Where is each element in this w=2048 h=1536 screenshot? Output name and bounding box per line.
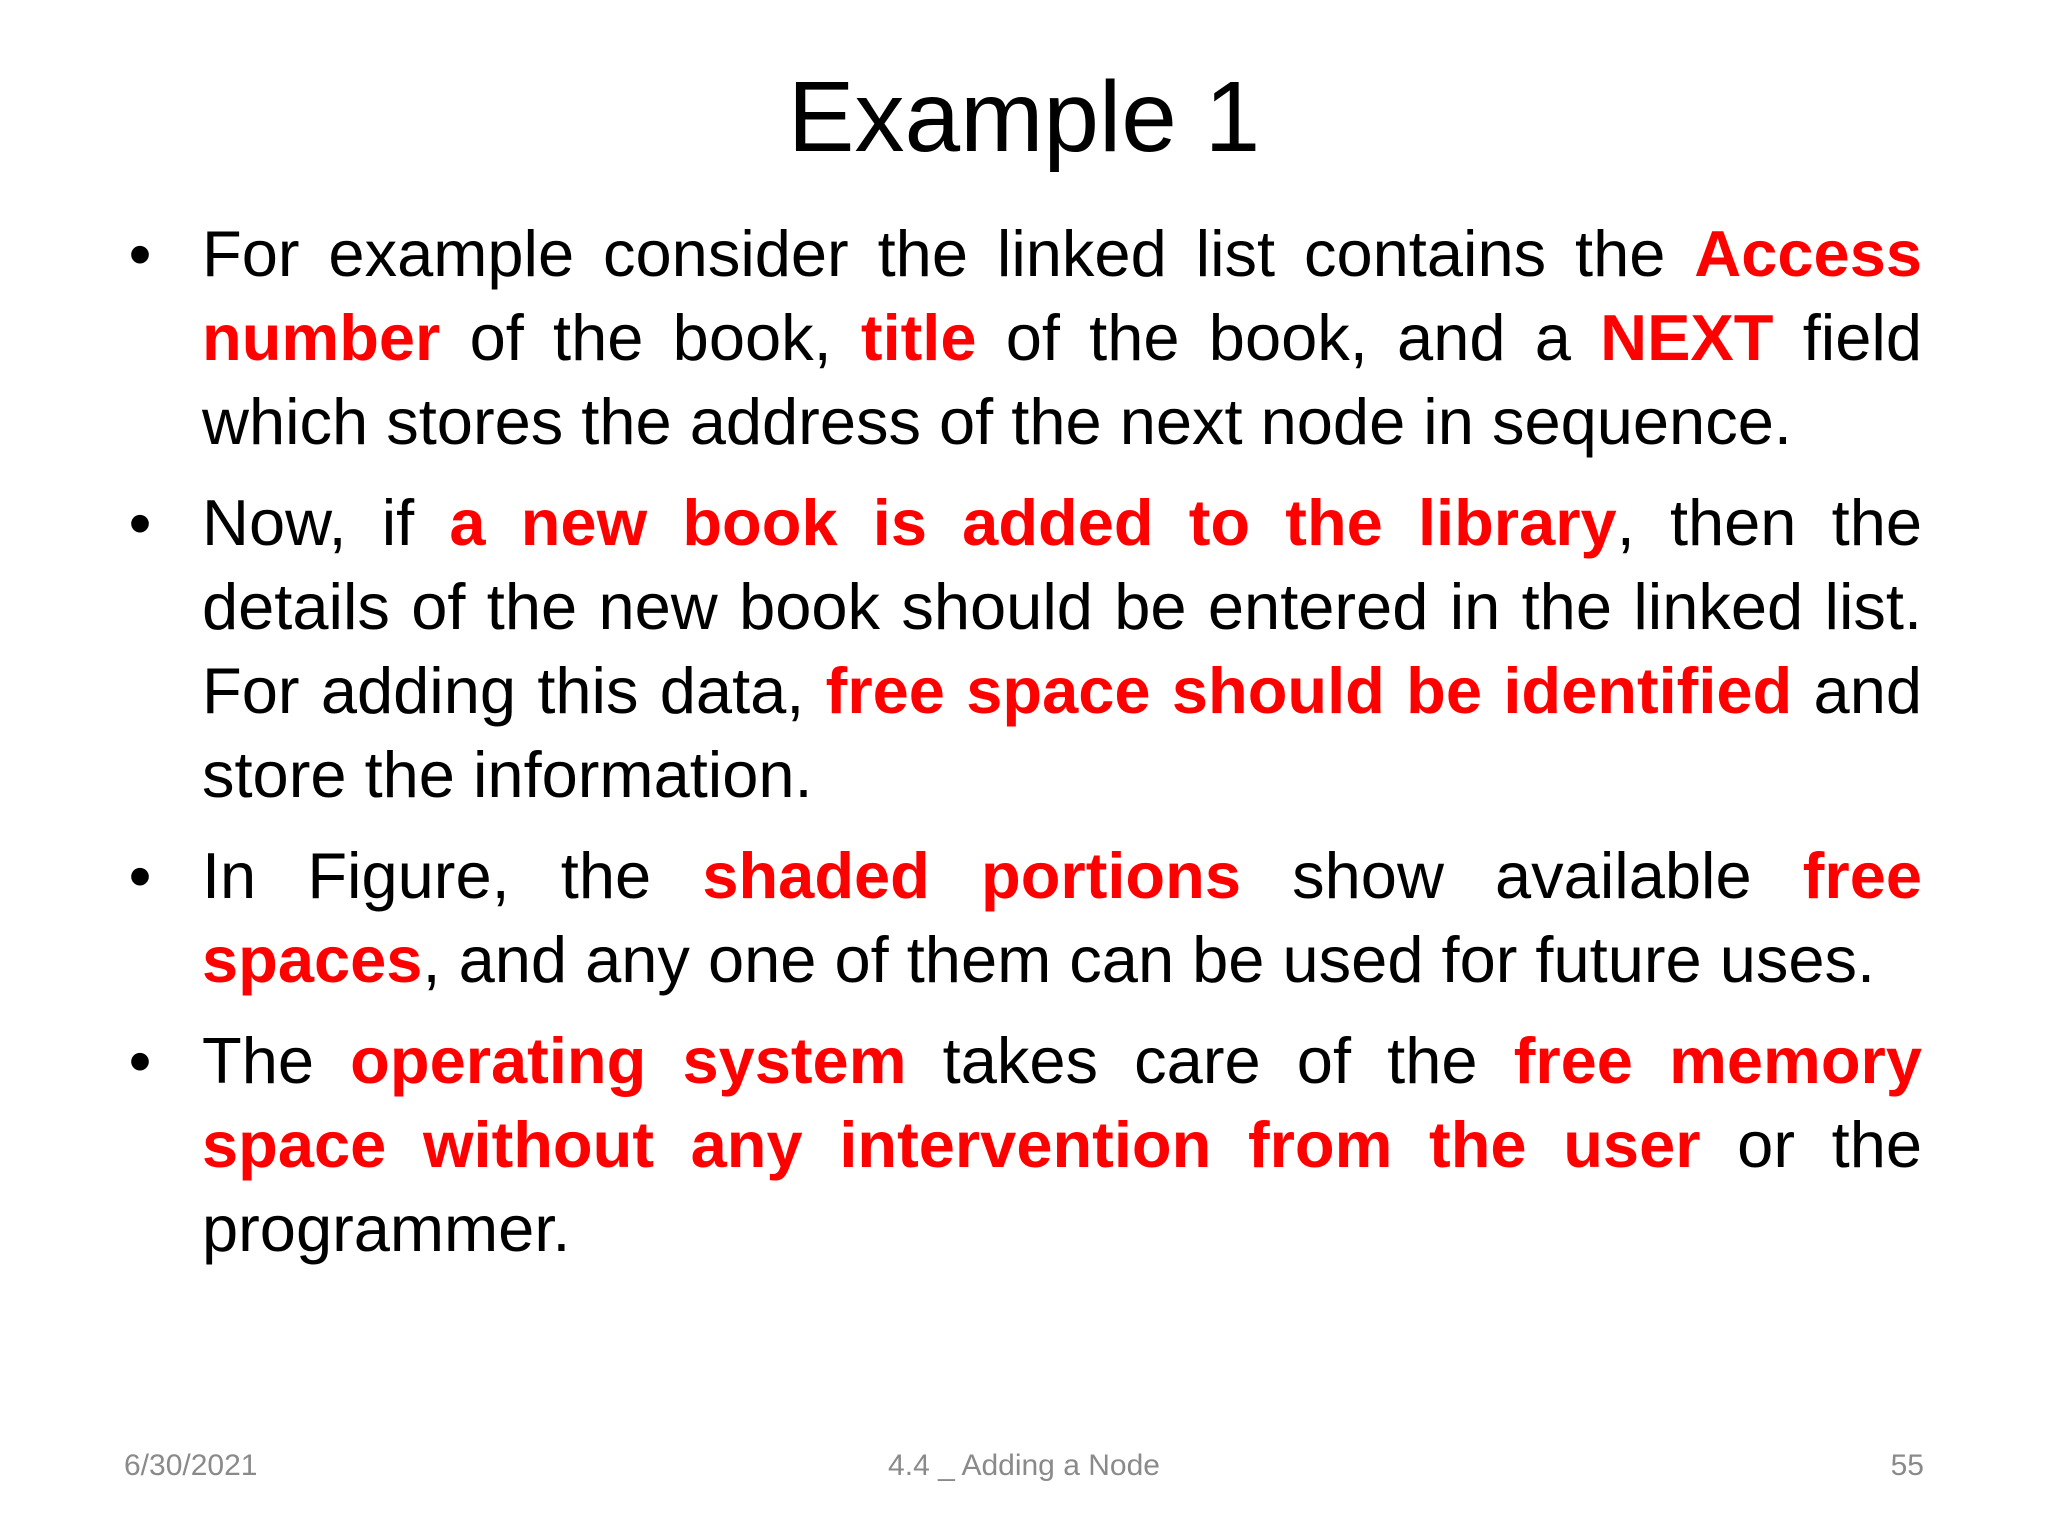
slide-title: Example 1	[787, 61, 1261, 173]
highlighted-text: Access number	[202, 217, 1922, 374]
body-text: Now, if	[202, 486, 450, 559]
bullet-item	[120, 212, 1922, 464]
bullet-text	[202, 486, 1922, 811]
highlighted-text: free spaces	[202, 839, 1923, 996]
bullet-text	[202, 217, 1922, 458]
highlighted-text: free memory space without any intervention from the user	[202, 1024, 1922, 1181]
body-text: of the book, and a	[976, 301, 1601, 374]
body-text: takes care of the	[906, 1024, 1514, 1097]
slide-number: 55	[1890, 1449, 1924, 1482]
body-text: The	[202, 1024, 351, 1097]
body-text: show available	[1241, 839, 1803, 912]
body-text: In Figure, the	[202, 839, 703, 912]
highlighted-text: title	[860, 301, 977, 374]
bullet-item	[120, 834, 1922, 1002]
highlighted-text: operating system	[350, 1024, 907, 1097]
bullet-text	[202, 1024, 1922, 1265]
body-text: of the book,	[440, 301, 861, 374]
footer-title: 4.4 _ Adding a Node	[888, 1449, 1160, 1482]
body-text: , then the details of the new book should be entered in the linked list. For adding this data,	[202, 486, 1923, 727]
bullet-icon: •	[128, 1024, 152, 1097]
body-text: field which stores the address of the next node in sequence.	[202, 301, 1922, 458]
footer-date: 6/30/2021	[124, 1449, 258, 1482]
highlighted-text: shaded portions	[702, 839, 1241, 912]
body-text: and store the information.	[202, 654, 1922, 811]
body-text: , and any one of them can be used for future uses.	[422, 923, 1876, 996]
bullet-icon: •	[128, 486, 152, 559]
bullet-icon: •	[128, 839, 152, 912]
bullet-item	[120, 481, 1922, 817]
bullet-icon: •	[128, 217, 152, 290]
body-text: or the programmer.	[202, 1108, 1922, 1265]
body-text: For example consider the linked list contains the	[202, 217, 1695, 290]
bullet-text	[202, 839, 1922, 996]
bullet-list	[120, 212, 1922, 1288]
highlighted-text: NEXT	[1600, 301, 1774, 374]
highlighted-text: a new book is added to the library	[449, 486, 1617, 559]
bullet-item	[120, 1019, 1922, 1271]
highlighted-text: free space should be identified	[825, 654, 1793, 727]
